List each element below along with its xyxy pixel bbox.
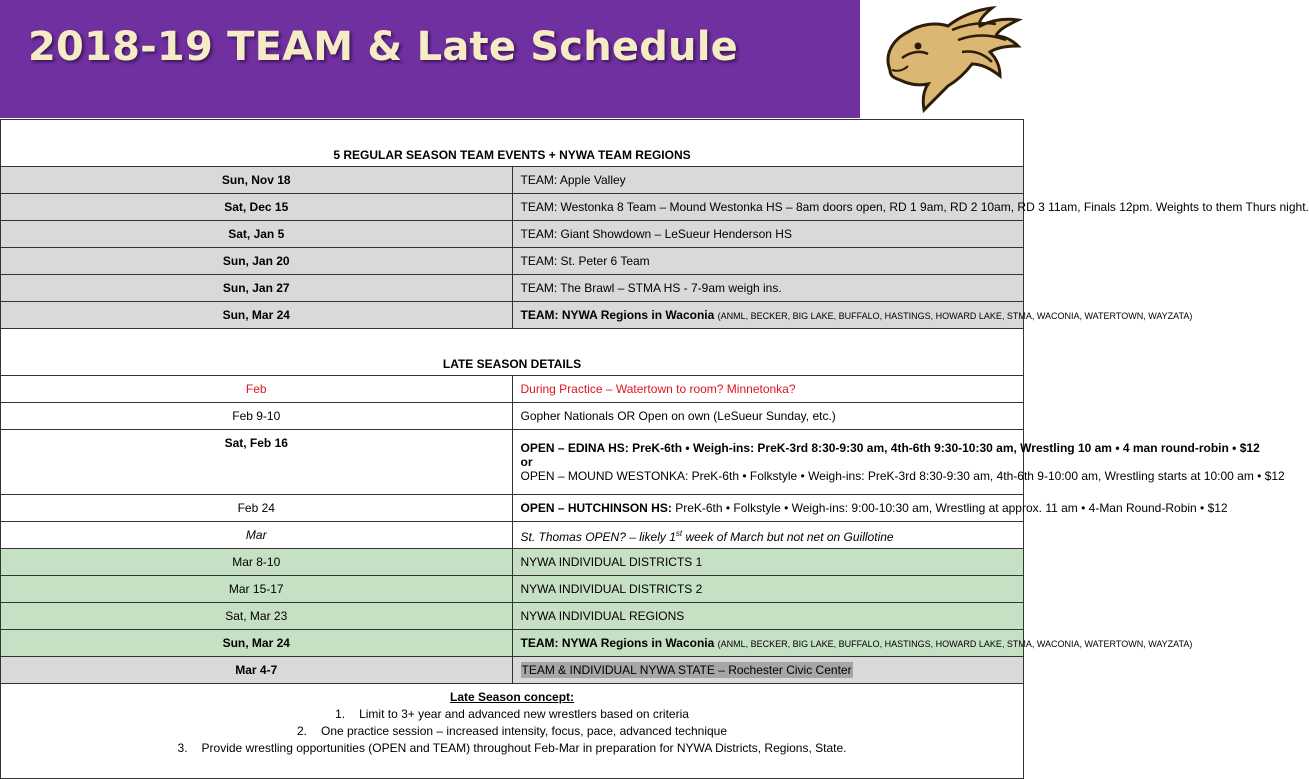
event-description: TEAM: St. Peter 6 Team [512, 248, 1024, 275]
teams-list: (ANML, BECKER, BIG LAKE, BUFFALO, HASTINGS, HOWARD LAKE, STMA, WACONIA, WATERTOWN, WAYZATA) [717, 638, 1193, 649]
event-description: NYWA INDIVIDUAL REGIONS [512, 603, 1024, 630]
table-row [1, 221, 1024, 248]
open-westonka-line: OPEN – MOUND WESTONKA: PreK-6th • Folkstyle • Weigh-ins: PreK-3rd 8:30-9:30 am, 4th-6th 9-10:00 am, Wrestling starts at 10:00 am • $12 [520, 469, 1285, 483]
event-date: Sat, Jan 5 [1, 221, 513, 248]
table-row [1, 376, 1024, 403]
event-date: Sun, Jan 20 [1, 248, 513, 275]
event-description: TEAM: Westonka 8 Team – Mound Westonka HS – 8am doors open, RD 1 9am, RD 2 10am, RD 3 11am, Finals 12pm. Weights to them Thurs night. [512, 194, 1024, 221]
section-header-row [1, 120, 1024, 167]
list-text: One practice session – increased intensity, focus, pace, advanced technique [320, 724, 728, 738]
list-text: Provide wrestling opportunities (OPEN and TEAM) throughout Feb-Mar in preparation for NYWA Districts, Regions, State. [201, 741, 847, 755]
table-row [1, 549, 1024, 576]
concept-cell [1, 684, 1024, 779]
event-date: Mar [1, 522, 513, 549]
table-row [1, 495, 1024, 522]
event-description [512, 630, 1193, 657]
section-title: LATE SEASON DETAILS [1, 329, 1024, 376]
event-description: Gopher Nationals OR Open on own (LeSueur Sunday, etc.) [512, 403, 1024, 430]
ordinal-suffix: st [675, 528, 683, 538]
list-number: 1. [335, 707, 346, 721]
event-date: Sun, Mar 24 [1, 630, 513, 657]
event-date: Feb [1, 376, 513, 403]
event-date: Mar 8-10 [1, 549, 513, 576]
table-row [1, 576, 1024, 603]
event-description: TEAM: The Brawl – STMA HS - 7-9am weigh ins. [512, 275, 1024, 302]
event-description [512, 430, 1285, 495]
table-row [1, 630, 1024, 657]
event-title: OPEN – HUTCHINSON HS: [520, 501, 672, 515]
concept-title: Late Season concept: [449, 690, 575, 704]
event-description: NYWA INDIVIDUAL DISTRICTS 2 [512, 576, 1024, 603]
concept-row [1, 684, 1024, 779]
event-date: Feb 9-10 [1, 403, 513, 430]
open-edina-line: OPEN – EDINA HS: PreK-6th • Weigh-ins: PreK-3rd 8:30-9:30 am, 4th-6th 9:30-10:30 am, Wrestling 10 am • 4 man round-robin • $12 [520, 441, 1260, 455]
event-detail: PreK-6th • Folkstyle • Weigh-ins: 9:00-10:30 am, Wrestling at approx. 11 am • 4-Man Round-Robin • $12 [671, 501, 1228, 515]
list-item [9, 706, 1015, 723]
event-description [512, 657, 1024, 684]
event-date: Sat, Feb 16 [1, 430, 513, 495]
event-description [512, 495, 1228, 522]
table-row [1, 194, 1024, 221]
event-description: During Practice – Watertown to room? Minnetonka? [512, 376, 1024, 403]
event-description [512, 302, 1193, 329]
event-description [512, 522, 1024, 549]
event-description: NYWA INDIVIDUAL DISTRICTS 1 [512, 549, 1024, 576]
table-row [1, 522, 1024, 549]
event-text: week of March but not net on Guillotine [682, 529, 894, 544]
table-row [1, 302, 1024, 329]
table-row [1, 167, 1024, 194]
event-description: TEAM: Apple Valley [512, 167, 1024, 194]
event-date: Sun, Jan 27 [1, 275, 513, 302]
section-title: 5 REGULAR SEASON TEAM EVENTS + NYWA TEAM REGIONS [1, 120, 1024, 167]
event-title: TEAM: NYWA Regions in Waconia [520, 635, 715, 650]
list-text: Limit to 3+ year and advanced new wrestlers based on criteria [359, 707, 689, 721]
page-title: 2018-19 TEAM & Late Schedule [28, 24, 738, 70]
event-date: Sat, Dec 15 [1, 194, 513, 221]
list-item [9, 723, 1015, 740]
table-row [1, 403, 1024, 430]
event-date: Sat, Mar 23 [1, 603, 513, 630]
event-date: Sun, Nov 18 [1, 167, 513, 194]
list-number: 2. [296, 724, 307, 738]
event-date: Sun, Mar 24 [1, 302, 513, 329]
mustang-head-logo-icon [862, 0, 1024, 118]
title-banner [0, 0, 860, 118]
teams-list: (ANML, BECKER, BIG LAKE, BUFFALO, HASTINGS, HOWARD LAKE, STMA, WACONIA, WATERTOWN, WAYZATA) [717, 310, 1193, 321]
event-date: Mar 4-7 [1, 657, 513, 684]
list-item [9, 740, 1015, 757]
schedule-table [0, 119, 1309, 779]
table-row [1, 430, 1024, 495]
table-row [1, 248, 1024, 275]
event-description: TEAM: Giant Showdown – LeSueur Henderson HS [512, 221, 1024, 248]
table-row [1, 657, 1024, 684]
event-text: St. Thomas OPEN? – likely 1 [520, 529, 676, 544]
table-row [1, 603, 1024, 630]
event-date: Mar 15-17 [1, 576, 513, 603]
or-line: or [520, 455, 533, 469]
list-number: 3. [177, 741, 188, 755]
section-header-row [1, 329, 1024, 376]
event-date: Feb 24 [1, 495, 513, 522]
table-row [1, 275, 1024, 302]
event-title: TEAM: NYWA Regions in Waconia [520, 307, 715, 322]
highlighted-event: TEAM & INDIVIDUAL NYWA STATE – Rochester Civic Center [521, 663, 852, 677]
